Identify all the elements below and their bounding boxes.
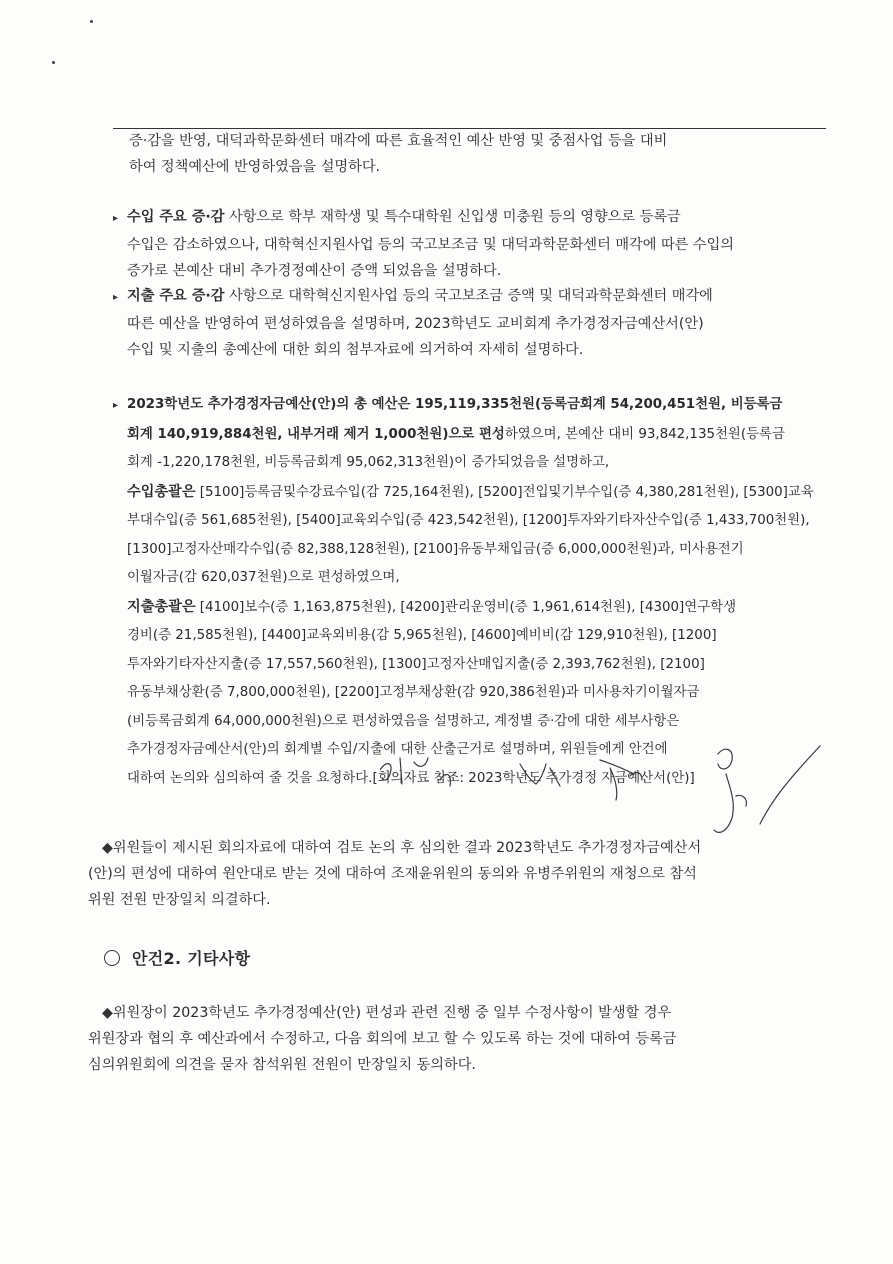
- triangle-bullet-icon: ▸: [113, 400, 119, 411]
- triangle-bullet-icon: ▸: [113, 213, 119, 224]
- income-summary-paragraph: ▸ 수입 주요 증·감 사항으로 학부 재학생 및 특수대학원 신입생 미충원 등의 영향으로 등록금 수입은 감소하였으나, 대학혁신지원사업 등의 국고보조금 및 대덕과학문화센터 매각에 따른 수입의 증가로 본예산 대비 추가경정예산이 증액 되었음을 설명하다.: [113, 204, 833, 284]
- agenda2-paragraph: ◆위원장이 2023학년도 추가경정예산(안) 편성과 관련 진행 중 일부 수정사항이 발생할 경우 위원장과 협의 후 예산과에서 수정하고, 다음 회의에 보고 할 수 있도록 하는 것에 대하여 등록금 심의위원회에 의견을 묻자 참석위원 전원이 만장일치 동의하다.: [88, 1005, 677, 1073]
- income-heading: 수입 주요 증·감: [127, 209, 225, 225]
- agenda-title: 안건2. 기타사항: [104, 946, 250, 969]
- diamond-bullet-icon: ◆: [102, 1005, 113, 1021]
- text-line: 하여 정책예산에 반영하였음을 설명하다.: [129, 159, 381, 175]
- resolution-paragraph: ◆위원들이 제시된 회의자료에 대하여 검토 논의 후 심의한 결과 2023학년도 추가경정자금예산서 (안)의 편성에 대하여 원안대로 받는 것에 대하여 조재윤위원의 동의와 유병주위원의 재청으로 참석 위원 전원 만장일치 의결하다.: [88, 840, 702, 908]
- text-line: 증·감을 반영, 대덕과학문화센터 매각에 따른 효율적인 예산 반영 및 중점사업 등을 대비: [129, 133, 668, 149]
- scan-speck: [52, 61, 55, 64]
- income-total-label: 수입총괄은: [127, 483, 196, 500]
- expense-total-label: 지출총괄은: [127, 598, 196, 615]
- budget-detail-paragraph: ▸ 2023학년도 추가경정자금예산(안)의 총 예산은 195,119,335천원(등록금회계 54,200,451천원, 비등록금 회계 140,919,884천원, 내부거래 제거 1,000천원)으로 편성하였으며, 본예산 대비 93,842,135천원(등록금 회계 -1,220,178천원, 비등록금회계 95,062,313천원)이 증가되었음을 설명하고, 수입총괄은 [5100]등록금및수강료수입(감 725,164천원), [5200]전입및기부수입(증 4,380,281천원), [5300]교육 부대수입(증 561,685천원), [5400]교육외수입(증 423,542천원), [1200]투자와기타자산수입(증 1,433,700천원), [1300]고정자산매각수입(증 82,388,128천원), [2100]유동부채입금(증 6,000,000천원)과, 미사용전기 이월자금(감 620,037천원)으로 편성하였으며, 지출총괄은 [4100]보수(증 1,163,875천원), [4200]관리운영비(증 1,961,614천원), [4300]연구학생 경비(증 21,585천원), [4400]교육외비용(감 5,965천원), [4600]예비비(감 129,910천원), [1200] 투자와기타자산지출(증 17,557,560천원), [1300]고정자산매입지출(증 2,393,762천원), [2100] 유동부채상환(증 7,800,000천원), [2200]고정부채상환(감 920,386천원)과 미사용차기이월자금 (비등록금회계 64,000,000천원)으로 편성하였음을 설명하고, 계정별 증·감에 대한 세부사항은 추가경정자금예산서(안)의 회계별 수입/지출에 대한 산출근거로 설명하며, 위원들에게 안건에 대하여 논의와 심의하여 줄 것을 요청하다.[회의자료 참조: 2023학년도 추가경정 자금예산서(안)]: [113, 391, 833, 793]
- expense-summary-paragraph: ▸ 지출 주요 증·감 사항으로 대학혁신지원사업 등의 국고보조금 증액 및 대덕과학문화센터 매각에 따른 예산을 반영하여 편성하였음을 설명하며, 2023학년도 교비회계 추가경정자금예산서(안) 수입 및 지출의 총예산에 대한 회의 첨부자료에 의거하여 자세히 설명하다.: [113, 283, 833, 363]
- circle-bullet-icon: [104, 950, 120, 966]
- triangle-bullet-icon: ▸: [113, 292, 119, 303]
- continuation-paragraph: [129, 128, 829, 180]
- diamond-bullet-icon: ◆: [102, 840, 113, 856]
- expense-heading: 지출 주요 증·감: [127, 288, 225, 304]
- scan-speck: [90, 20, 93, 23]
